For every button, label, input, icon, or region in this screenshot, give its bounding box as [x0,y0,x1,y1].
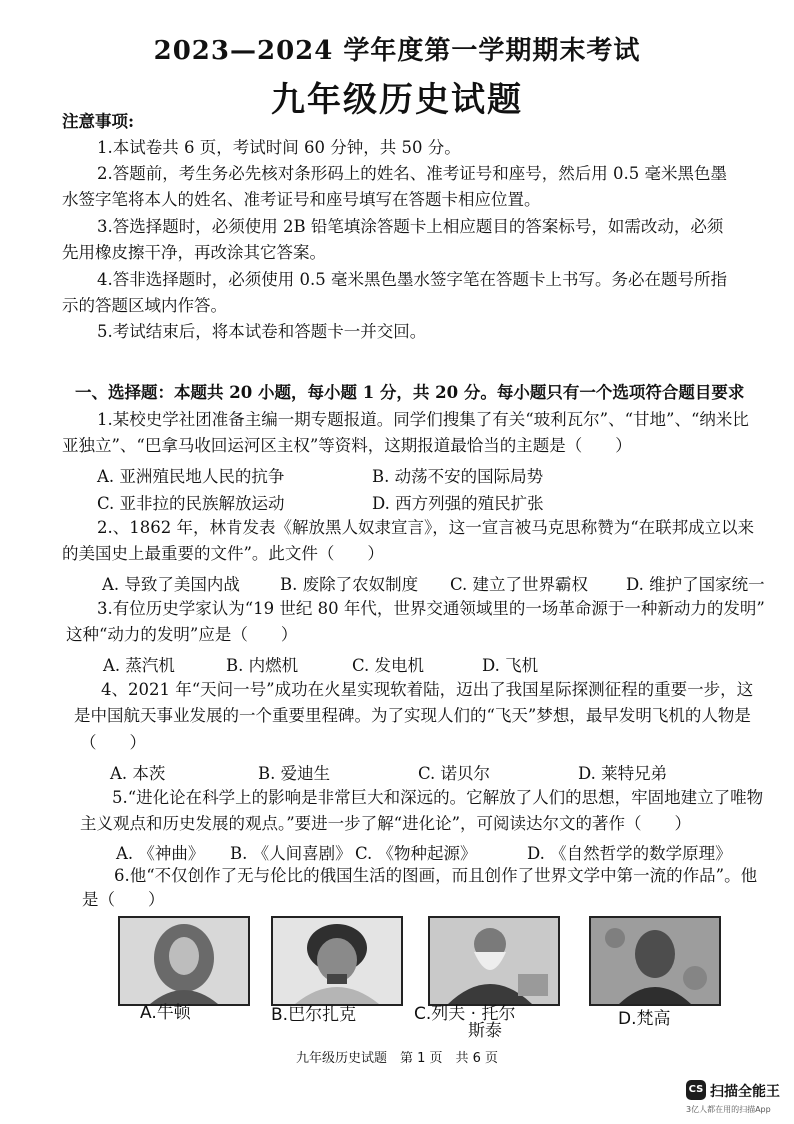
exam-subtitle: 九年级历史试题 [271,80,523,120]
q2-option-c: C. 建立了世界霸权 [450,575,589,594]
q4-option-c: C. 诺贝尔 [418,764,491,783]
q4-option-b: B. 爱迪生 [258,764,331,783]
notes-line-3: 水签字笔将本人的姓名、准考证号和座号填写在答题卡相应位置。 [62,190,541,209]
exam-title: 2023—2024 学年度第一学期期末考试 [153,36,641,66]
q2-line-2: 的美国史上最重要的文件”。此文件（ ） [62,544,384,563]
q4-line-1: 4、2021 年“天问一号”成功在火星实现软着陆，迈出了我国星际探测征程的重要一步，这 [101,680,754,699]
q2-option-d: D. 维护了国家统一 [626,575,765,594]
q5-option-a: A. 《神曲》 [116,844,205,863]
portrait-d-image [589,916,721,1006]
q3-option-d: D. 飞机 [482,656,539,675]
q2-option-b: B. 废除了农奴制度 [280,575,419,594]
q3-line-2: 这种“动力的发明”应是（ ） [66,625,298,644]
q4-option-d: D. 莱特兄弟 [578,764,668,783]
q4-line-3: （ ） [80,733,146,752]
caption-d: D.梵高 [618,1009,671,1029]
notes-heading: 注意事项: [62,112,135,131]
notes-line-1: 1.本试卷共 6 页，考试时间 60 分钟，共 50 分。 [97,138,461,157]
q5-option-d: D. 《自然哲学的数学原理》 [527,844,732,863]
q5-line-1: 5.“进化论在科学上的影响是非常巨大和深远的。它解放了人们的思想，牢固地建立了唯物 [112,788,764,807]
q3-line-1: 3.有位历史学家认为“19 世纪 80 年代，世界交通领域里的一场革命源于一种新动力的发明” [97,599,765,618]
q3-option-b: B. 内燃机 [226,656,299,675]
camscanner-tagline: 3亿人都在用的扫描App [686,1105,771,1114]
q2-option-a: A. 导致了美国内战 [102,575,240,594]
portrait-b-image [271,916,403,1006]
q1-option-c: C. 亚非拉的民族解放运动 [97,494,285,513]
q2-line-1: 2.、1862 年，林肯发表《解放黑人奴隶宣言》，这一宣言被马克思称赞为“在联邦成立以来 [97,518,755,537]
q5-line-2: 主义观点和历史发展的观点。”要进一步了解“进化论”，可阅读达尔文的著作（ ） [80,814,692,833]
q1-option-b: B. 动荡不安的国际局势 [372,467,544,486]
q5-option-b: B. 《人间喜剧》 [230,844,352,863]
q3-option-a: A. 蒸汽机 [103,656,175,675]
notes-line-2: 2.答题前，考生务必先核对条形码上的姓名、准考证号和座号，然后用 0.5 毫米黑色墨 [97,164,727,183]
q5-option-c: C. 《物种起源》 [355,844,477,863]
q1-line-1: 1.某校史学社团准备主编一期专题报道。同学们搜集了有关“玻利瓦尔”、“甘地”、“纳米比 [97,410,749,429]
caption-c-line-2: 斯泰 [468,1021,502,1041]
section-heading: 一、选择题：本题共 20 小题，每小题 1 分，共 20 分。每小题只有一个选项符合题目要求 [75,383,745,402]
notes-line-5: 先用橡皮擦干净，再改涂其它答案。 [62,243,326,262]
notes-line-8: 5.考试结束后，将本试卷和答题卡一并交回。 [97,322,427,341]
q4-line-2: 是中国航天事业发展的一个重要里程碑。为了实现人们的“飞天”梦想，最早发明飞机的人物是 [74,706,751,725]
q1-option-a: A. 亚洲殖民地人民的抗争 [97,467,285,486]
q4-option-a: A. 本茨 [110,764,166,783]
q1-line-2: 亚独立”、“巴拿马收回运河区主权”等资料，这期报道最恰当的主题是（ ） [62,436,632,455]
q6-line-2: 是（ ） [82,890,165,909]
page-footer: 九年级历史试题 第 1 页 共 6 页 [295,1051,499,1066]
q3-option-c: C. 发电机 [352,656,425,675]
camscanner-logo-icon: CS [686,1080,706,1100]
portrait-c-image [428,916,560,1006]
caption-c-line-1: C.列夫 · 托尔 [414,1004,516,1024]
caption-a: A.牛顿 [140,1003,191,1023]
portrait-a-image [118,916,250,1006]
notes-line-7: 示的答题区域内作答。 [62,296,227,315]
caption-b: B.巴尔扎克 [271,1005,357,1025]
notes-line-6: 4.答非选择题时，必须使用 0.5 毫米黑色墨水签字笔在答题卡上书写。务必在题号所指 [97,270,727,289]
notes-line-4: 3.答选择题时，必须使用 2B 铅笔填涂答题卡上相应题目的答案标号，如需改动，必须 [97,217,724,236]
q6-line-1: 6.他“不仅创作了无与伦比的俄国生活的图画，而且创作了世界文学中第一流的作品”。他 [114,866,758,885]
camscanner-name: 扫描全能王 [710,1084,780,1100]
q1-option-d: D. 西方列强的殖民扩张 [372,494,544,513]
